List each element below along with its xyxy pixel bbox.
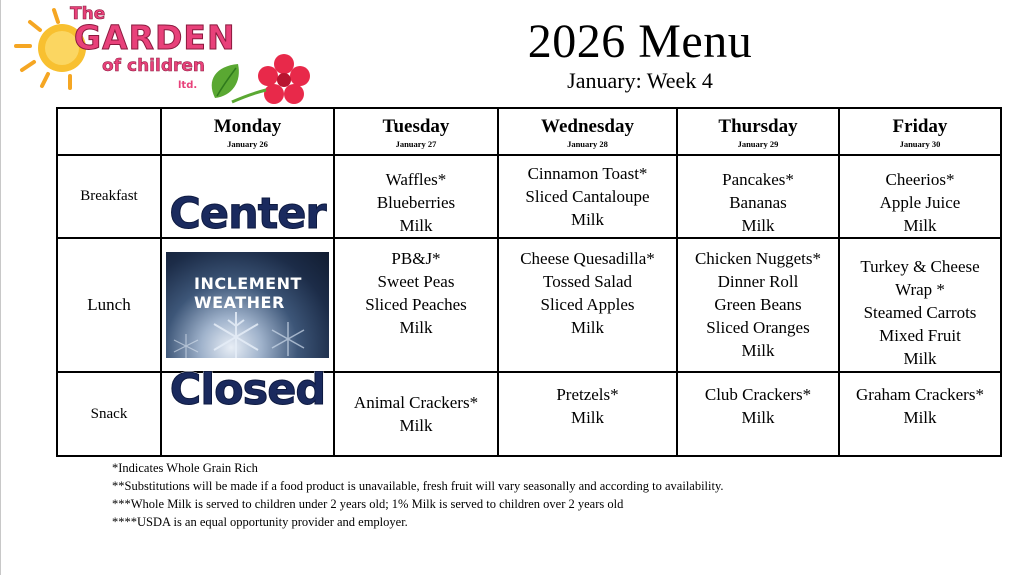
- header-monday: [161, 108, 334, 155]
- menu-item: Milk: [903, 348, 937, 368]
- header-wednesday: [498, 108, 677, 155]
- menu-item: Dinner Roll: [717, 272, 799, 291]
- page-edge: [0, 0, 1, 575]
- page-title: 2026 Menu: [527, 15, 753, 68]
- monday-weather-cell: [161, 238, 334, 372]
- day-date: January 26: [227, 138, 268, 149]
- menu-item: Cheese Quesadilla*: [520, 249, 655, 268]
- header-thursday: [677, 108, 839, 155]
- menu-table: [56, 107, 1002, 457]
- footnote: ***Whole Milk is served to children under 2 years old; 1% Milk is served to children over 2 years old: [112, 497, 624, 511]
- meal-label-lunch: Lunch: [57, 238, 161, 372]
- menu-item: Apple Juice: [879, 193, 961, 212]
- menu-item: Milk: [399, 318, 433, 337]
- menu-item: Pretzels*: [556, 385, 619, 404]
- menu-item: Cinnamon Toast*: [527, 164, 648, 183]
- menu-item: Wrap *: [895, 279, 945, 299]
- menu-item: Cheerios*: [885, 170, 955, 189]
- logo-word-the: The: [70, 4, 106, 24]
- menu-item: Pancakes*: [722, 170, 794, 189]
- snack-friday: [839, 372, 1001, 456]
- weather-word-2: WEATHER: [194, 293, 285, 312]
- footnote: **Substitutions will be made if a food product is unavailable, fresh fruit will vary seasonally and according to availability.: [112, 479, 724, 493]
- footnote: ****USDA is an equal opportunity provider and employer.: [112, 515, 408, 529]
- weather-image-text: [194, 274, 302, 312]
- day-date: January 27: [395, 138, 437, 149]
- day-name: Thursday: [718, 115, 798, 137]
- corner-cell: [57, 108, 161, 155]
- page-subtitle: January: Week 4: [567, 68, 713, 93]
- breakfast-tuesday: [334, 155, 498, 238]
- lunch-row: [57, 238, 1001, 372]
- inclement-weather-image: [166, 252, 329, 358]
- footnotes: [112, 459, 724, 531]
- menu-item: Club Crackers*: [704, 385, 812, 404]
- menu-item: Tossed Salad: [543, 272, 632, 291]
- logo-word-of-children: of children: [102, 56, 206, 76]
- menu-item: Steamed Carrots: [863, 302, 977, 322]
- menu-item: Chicken Nuggets*: [694, 249, 822, 268]
- snack-wednesday: [498, 372, 677, 456]
- day-date: January 28: [567, 138, 608, 149]
- garden-of-children-logo: [10, 2, 310, 106]
- snack-thursday: [677, 372, 839, 456]
- day-name: Wednesday: [541, 115, 634, 137]
- menu-item: Sliced Oranges: [706, 318, 810, 337]
- menu-item: Graham Crackers*: [856, 385, 984, 404]
- menu-item: PB&J*: [391, 249, 441, 268]
- menu-item: Milk: [570, 210, 605, 229]
- breakfast-wednesday: [498, 155, 677, 238]
- lunch-friday: [839, 238, 1001, 372]
- menu-item: Milk: [741, 408, 775, 427]
- day-name: Tuesday: [382, 115, 450, 137]
- breakfast-friday: [839, 155, 1001, 238]
- menu-item: Milk: [570, 408, 605, 427]
- menu-item: Milk: [741, 341, 775, 360]
- breakfast-row: [57, 155, 1001, 238]
- menu-item: Sweet Peas: [377, 272, 455, 291]
- menu-item: Milk: [903, 216, 937, 235]
- lunch-thursday: [677, 238, 839, 372]
- menu-item: Bananas: [729, 193, 787, 212]
- logo-word-garden: GARDEN: [74, 18, 236, 57]
- menu-item: Milk: [399, 416, 433, 435]
- menu-item: Sliced Apples: [540, 295, 635, 314]
- menu-item: Sliced Peaches: [365, 295, 467, 314]
- snack-tuesday: [334, 372, 498, 456]
- breakfast-thursday: [677, 155, 839, 238]
- menu-item: Turkey & Cheese: [860, 256, 980, 276]
- menu-item: Blueberries: [376, 193, 456, 212]
- menu-item: Waffles*: [385, 170, 447, 189]
- menu-item: Milk: [741, 216, 775, 235]
- header-tuesday: [334, 108, 498, 155]
- meal-label-snack: Snack: [57, 372, 161, 456]
- header-friday: [839, 108, 1001, 155]
- menu-item: Sliced Cantaloupe: [525, 187, 650, 206]
- day-name: Friday: [892, 115, 948, 137]
- snack-row: [57, 372, 1001, 456]
- closure-word-closed: Closed: [169, 365, 326, 415]
- logo-word-ltd: ltd.: [178, 80, 198, 91]
- menu-item: Mixed Fruit: [879, 325, 961, 345]
- day-date: January 30: [899, 138, 941, 149]
- monday-closed-cell: [161, 365, 334, 456]
- lunch-wednesday: [498, 238, 677, 372]
- footnote: *Indicates Whole Grain Rich: [112, 461, 258, 475]
- weather-word-1: INCLEMENT: [194, 274, 302, 293]
- meal-label-breakfast: Breakfast: [57, 155, 161, 238]
- menu-item: Milk: [903, 408, 937, 427]
- closure-word-center: Center: [169, 189, 326, 239]
- day-name: Monday: [213, 115, 282, 137]
- table-header-row: [57, 108, 1001, 155]
- monday-center-cell: [161, 155, 334, 238]
- menu-item: Milk: [570, 318, 605, 337]
- menu-item: Green Beans: [714, 295, 802, 314]
- lunch-tuesday: [334, 238, 498, 372]
- menu-item: Milk: [399, 216, 433, 235]
- day-date: January 29: [737, 138, 779, 149]
- menu-item: Animal Crackers*: [353, 393, 479, 412]
